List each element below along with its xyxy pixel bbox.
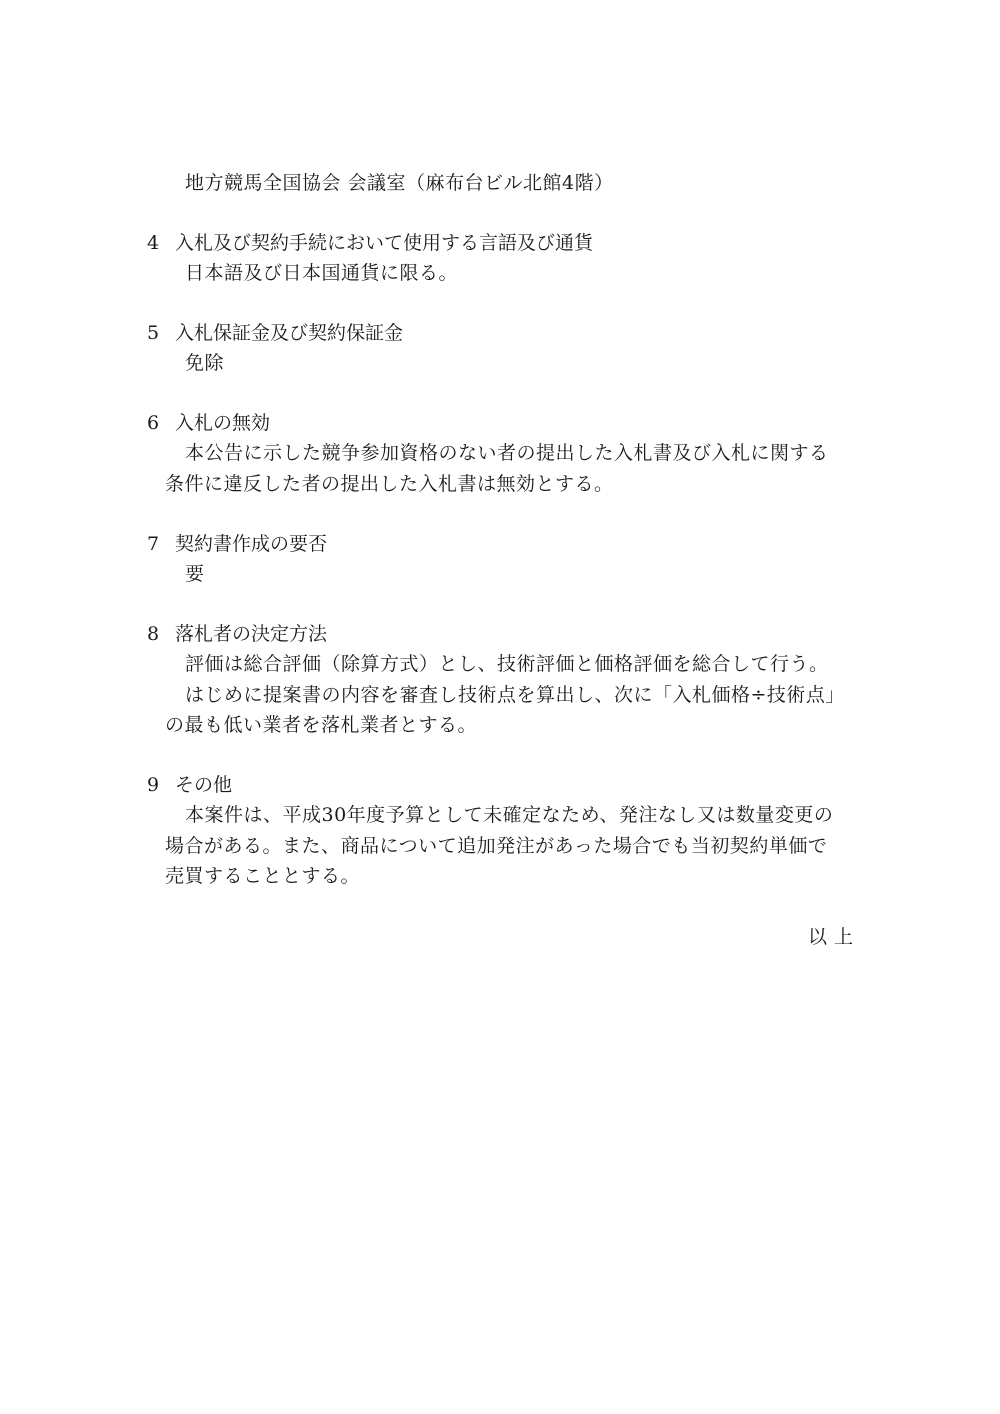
section-number: 8	[147, 623, 160, 645]
section-body-line: 条件に違反した者の提出した入札書は無効とする。	[165, 473, 614, 495]
section-body-line: 日本語及び日本国通貨に限る。	[185, 262, 459, 284]
section-body-line: はじめに提案書の内容を審査し技術点を算出し、次に「入札価格÷技術点」	[185, 684, 845, 706]
section-body-line: 要	[185, 563, 205, 585]
section-number: 4	[147, 232, 160, 254]
section-number: 6	[147, 412, 160, 434]
section-heading: 入札の無効	[175, 412, 271, 434]
section-heading: 入札及び契約手続において使用する言語及び通貨	[175, 232, 594, 254]
section-number: 5	[147, 322, 160, 344]
section-number: 9	[147, 774, 160, 796]
section-body-line: 本公告に示した競争参加資格のない者の提出した入札書及び入札に関する	[185, 442, 829, 464]
section-heading: 入札保証金及び契約保証金	[175, 322, 404, 344]
section-body-line: 免除	[185, 352, 225, 374]
section-body-line: の最も低い業者を落札業者とする。	[165, 714, 478, 736]
section-body-line: 場合がある。また、商品について追加発注があった場合でも当初契約単価で	[165, 835, 828, 857]
section-heading: 落札者の決定方法	[175, 623, 328, 645]
section-body-line: 評価は総合評価（除算方式）とし、技術評価と価格評価を総合して行う。	[185, 653, 829, 675]
closing-mark: 以 上	[808, 926, 854, 948]
section-heading: その他	[175, 774, 233, 796]
section-heading: 契約書作成の要否	[175, 533, 328, 555]
section-number: 7	[147, 533, 160, 555]
section-body-line: 本案件は、平成30年度予算として未確定なため、発注なし又は数量変更の	[185, 804, 834, 826]
venue-line: 地方競馬全国協会 会議室（麻布台ビル北館4階）	[185, 172, 614, 194]
section-body-line: 売買することとする。	[165, 865, 361, 887]
